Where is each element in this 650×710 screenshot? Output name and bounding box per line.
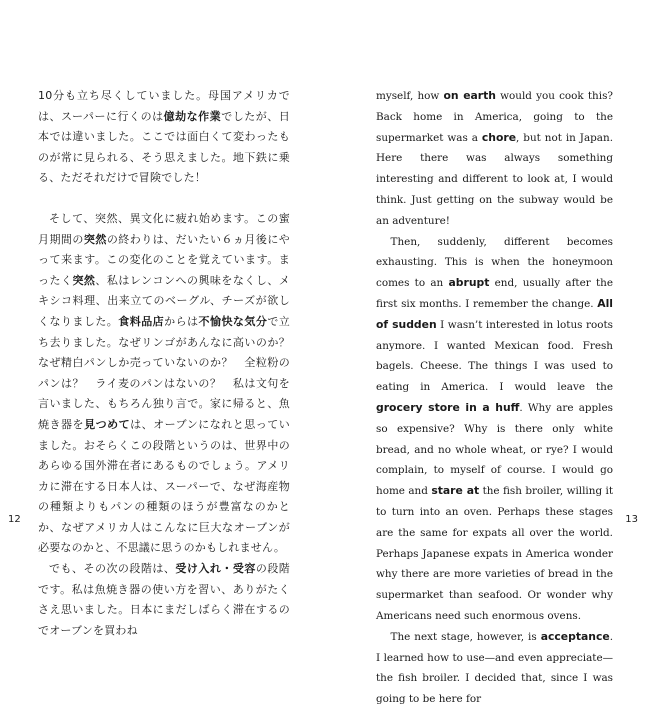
japanese-text-block	[38, 86, 302, 641]
text-segment: , but not in Japan. Here there was always something interesting and different to look at, I would think. Just getting on the subway would be an adventure!	[376, 131, 614, 227]
text-segment: . Why are apples so expensive? Why is there only white bread, and no whole wheat, or rye? I would complain, to myself of course. I would go home and	[376, 401, 613, 498]
highlighted-phrase: 突然	[83, 232, 107, 246]
highlighted-phrase: abrupt	[448, 276, 490, 290]
highlighted-phrase: stare at	[431, 484, 480, 498]
highlighted-phrase: 受け入れ・受容	[175, 562, 256, 576]
text-segment: でも、その次の段階は、	[49, 562, 176, 576]
text-segment: the fish broiler, willing it to turn into an oven. Perhaps these stages are the same for expats all over the world. Perhaps Japanese expats in America wonder why there are more varieties of bread in the supermarket than seafood. Or wonder why Americans need such enormous ovens.	[376, 485, 614, 622]
highlighted-phrase: grocery store in a huff	[376, 400, 520, 414]
text-segment: The next stage, however, is	[390, 630, 541, 643]
page-number-left: 12	[8, 514, 21, 525]
highlighted-phrase: 見つめて	[84, 417, 131, 431]
paragraph	[38, 86, 290, 189]
highlighted-phrase: 億劫な作業	[163, 109, 222, 123]
highlighted-phrase: 食料品店	[118, 314, 165, 328]
highlighted-phrase: 突然	[72, 273, 96, 287]
text-segment: 10分も立ち尽くしていました。母国アメリカでは、スーパーに行くのは	[38, 89, 290, 123]
text-segment: で立ち去りました。なぜリンゴがあんなに高いのか？ なぜ精白パンしか売っていないのか？ 全粒粉のパンは？ ライ麦のパンはないの？ 私は文句を言いました、もちろん独り言で。家に帰ると、魚焼き器を	[38, 314, 302, 431]
paragraph	[376, 232, 613, 627]
paragraph	[376, 627, 613, 710]
text-segment: の終わりは、だいたい６ヵ月後にやって来ます。この変化のことを覚えています。まったく	[38, 232, 290, 287]
highlighted-phrase: on earth	[443, 89, 496, 102]
text-segment: . I learned how to use—and even appreciate—the fish broiler. I decided that, since I was going to be here for	[376, 630, 613, 706]
right-page	[325, 0, 650, 706]
text-segment: からは	[164, 314, 199, 328]
paragraph	[376, 86, 613, 232]
paragraph	[38, 209, 302, 559]
text-segment: would you cook this? Back home in America, going to the supermarket was a	[376, 90, 613, 144]
paragraph	[38, 559, 290, 641]
highlighted-phrase: acceptance	[540, 629, 610, 643]
text-segment: I wasn’t interested in lotus roots anymore. I wanted Mexican food. Fresh bagels. Cheese. The things I was used to eating in America. I would leave the	[376, 318, 614, 394]
text-segment: end, usually after the first six months. I remember the change.	[376, 277, 613, 310]
text-segment: 、私はレンコンへの興味をなくし、メキシコ料理、出来立てのベーグル、チーズが欲しくなりました。	[38, 273, 290, 328]
text-segment: は、オーブンになれと思っていました。おそらくこの段階というのは、世界中のあらゆる国外滞在者にあるものでしょう。アメリカに滞在する日本人は、スーパーで、なぜ海産物の種類よりもパンの種類のほうが豊富なのかとか、なぜアメリカ人はこんなに巨大なオーブンが必要なのかと、不思議に思うのかもしれません。	[38, 417, 290, 555]
page-number-right: 13	[625, 514, 638, 525]
text-segment: そして、突然、異文化に疲れ始めます。この蜜月期間の	[38, 211, 290, 246]
highlighted-phrase: chore	[481, 130, 517, 144]
text-segment: の段階です。私は魚焼き器の使い方を習い、ありがたくさえ思いました。日本にまだしばらく滞在するのでオーブンを買わね	[38, 562, 291, 637]
text-segment: myself, how	[376, 90, 444, 102]
text-segment: Then, suddenly, different becomes exhausting. This is when the honeymoon comes to an	[376, 235, 613, 290]
left-page	[0, 0, 325, 637]
text-segment: でしたが、日本では違いました。ここでは面白くて変わったものが常に見られる、そう思えました。地下鉄に乗る、ただそれだけで冒険でした！	[38, 109, 290, 185]
highlighted-phrase: All of sudden	[376, 296, 613, 331]
english-text-block	[376, 86, 613, 710]
highlighted-phrase: 不愉快な気分	[198, 314, 268, 328]
